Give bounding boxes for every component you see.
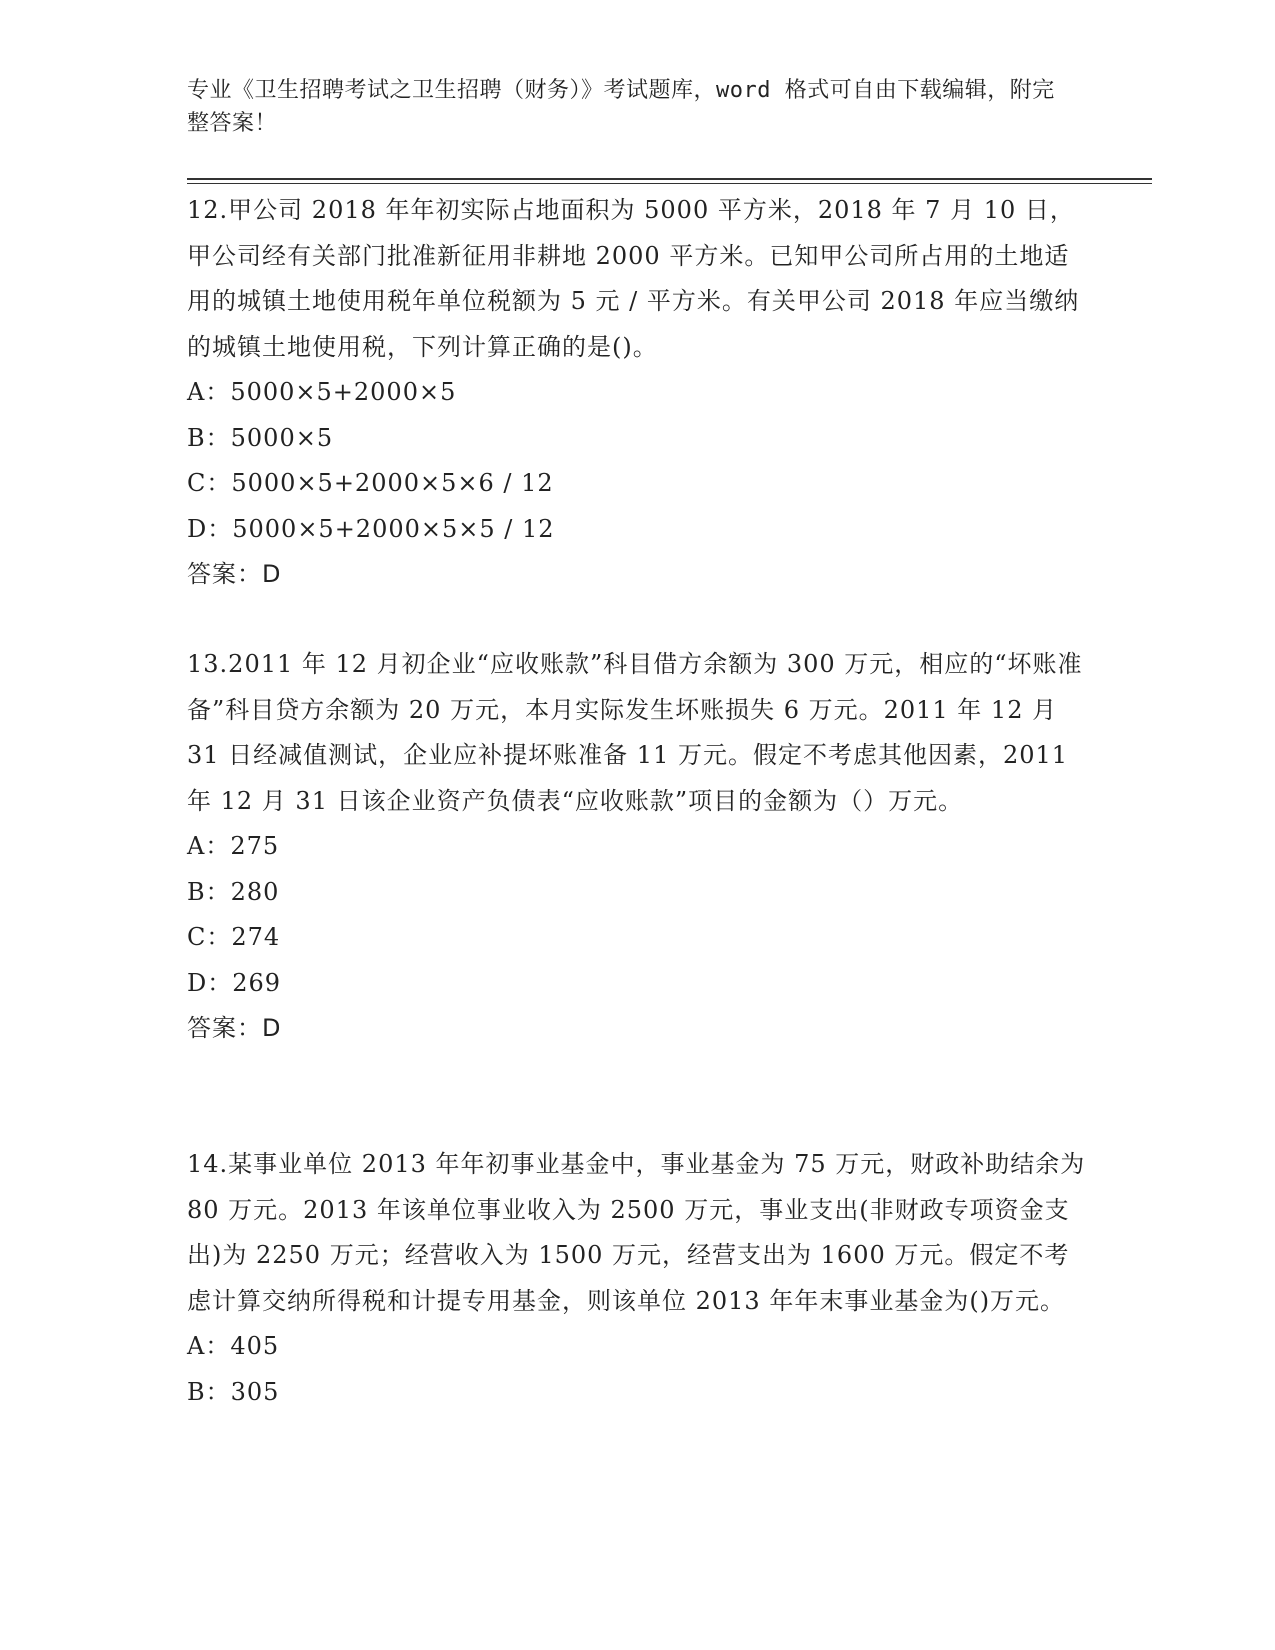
question-stem: 13.2011 年 12 月初企业“应收账款”科目借方余额为 300 万元，相应的“坏账准备”科目贷方余额为 20 万元，本月实际发生坏账损失 6 万元。2011 年 12 月 31 日经减值测试，企业应补提坏账准备 11 万元。假定不考虑其他因素，2011 年 12 月 31 日该企业资产负债表“应收账款”项目的金额为（）万元。 [187, 650, 1083, 815]
answer-line: 答案：D [187, 1014, 282, 1042]
option-b: B：280 [187, 877, 280, 906]
question-stem: 14.某事业单位 2013 年年初事业基金中，事业基金为 75 万元，财政补助结余为 80 万元。2013 年该单位事业收入为 2500 万元，事业支出(非财政专项资金支出)为 2250 万元；经营收入为 1500 万元，经营支出为 1600 万元。假定不考虑计算交纳所得税和计提专用基金，则该单位 2013 年年末事业基金为()万元。 [187, 1150, 1086, 1315]
option-a: A：5000×5+2000×5 [187, 378, 457, 406]
question-12 [187, 188, 1087, 598]
option-d: D：5000×5+2000×5×5 / 12 [187, 514, 555, 543]
question-14 [187, 1142, 1087, 1415]
document-header: 专业《卫生招聘考试之卫生招聘（财务）》考试题库，word 格式可自由下载编辑，附完整答案！ [187, 78, 1055, 136]
question-13 [187, 642, 1087, 1052]
option-a: A：405 [187, 1332, 280, 1360]
option-b: B：5000×5 [187, 423, 334, 452]
option-d: D：269 [187, 968, 282, 997]
option-c: C：274 [187, 923, 281, 951]
question-stem: 12.甲公司 2018 年年初实际占地面积为 5000 平方米，2018 年 7 月 10 日，甲公司经有关部门批准新征用非耕地 2000 平方米。已知甲公司所占用的土地适用的城镇土地使用税年单位税额为 5 元 / 平方米。有关甲公司 2018 年应当缴纳的城镇土地使用税，下列计算正确的是()。 [187, 196, 1080, 361]
option-b: B：305 [187, 1377, 280, 1406]
option-c: C：5000×5+2000×5×6 / 12 [187, 469, 554, 497]
header-divider-thin [187, 183, 1152, 184]
header-divider-thick [187, 178, 1152, 180]
option-a: A：275 [187, 832, 280, 860]
answer-line: 答案：D [187, 560, 282, 588]
